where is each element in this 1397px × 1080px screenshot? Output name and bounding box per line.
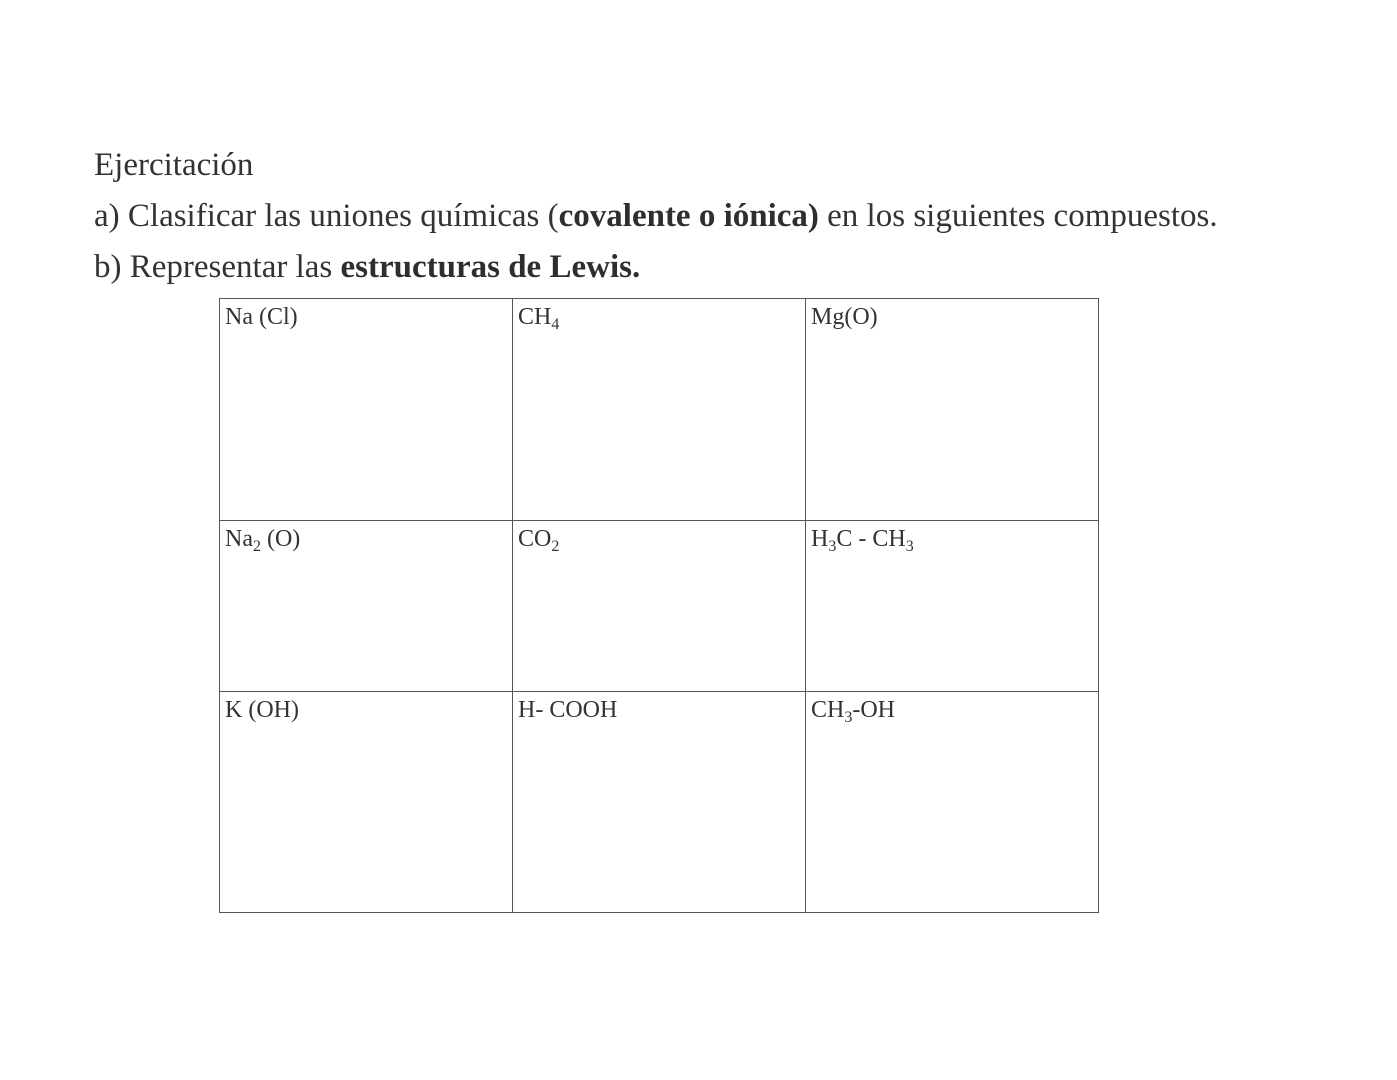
instruction-a-bold: covalente o iónica) (558, 198, 819, 234)
compound-cell[interactable] (220, 692, 513, 913)
instruction-a-text: a) Clasificar las uniones químicas ( (94, 198, 559, 234)
formula-subscript: 2 (551, 538, 560, 555)
formula-text: Na (Cl) (225, 304, 298, 330)
formula-text: CH (518, 304, 552, 330)
table-row (220, 692, 1099, 913)
compound-cell[interactable] (220, 521, 513, 692)
compound-formula (518, 304, 560, 333)
instruction-a-suffix: en los siguientes compuestos. (818, 198, 1218, 234)
table-row (220, 521, 1099, 692)
formula-subscript: 3 (905, 538, 914, 555)
compound-formula (811, 526, 914, 555)
compound-cell[interactable] (806, 521, 1099, 692)
compound-formula (518, 697, 617, 723)
compound-cell[interactable] (806, 692, 1099, 913)
compound-formula (811, 697, 895, 726)
formula-subscript: 2 (252, 538, 261, 555)
instruction-a (94, 191, 1354, 242)
formula-subscript: 3 (828, 538, 837, 555)
formula-text: CH (811, 697, 845, 723)
formula-text: (O) (260, 526, 301, 552)
formula-subscript: 3 (844, 709, 853, 726)
compound-cell[interactable] (220, 299, 513, 521)
compound-formula (518, 526, 560, 555)
compounds-table (219, 298, 1099, 913)
instruction-b-bold: estructuras de Lewis. (340, 249, 641, 285)
instruction-b-text: b) Representar las (94, 249, 341, 285)
formula-text: H- COOH (518, 697, 618, 723)
compound-formula (225, 526, 301, 555)
formula-text: H (811, 526, 829, 552)
formula-subscript: 4 (551, 316, 560, 333)
compound-formula (225, 304, 298, 330)
exercise-heading (94, 140, 1354, 293)
compound-cell[interactable] (513, 299, 806, 521)
compound-cell[interactable] (513, 521, 806, 692)
formula-text: Mg(O) (811, 304, 878, 330)
compound-formula (811, 304, 878, 330)
instruction-b (94, 242, 1354, 293)
compound-formula (225, 697, 299, 723)
compound-cell[interactable] (806, 299, 1099, 521)
formula-text: CO (518, 526, 552, 552)
formula-text: K (OH) (225, 697, 299, 723)
table-row (220, 299, 1099, 521)
formula-text: C - CH (836, 526, 906, 552)
formula-text: -OH (852, 697, 895, 723)
page-title: Ejercitación (94, 147, 254, 183)
compound-cell[interactable] (513, 692, 806, 913)
formula-text: Na (225, 526, 253, 552)
